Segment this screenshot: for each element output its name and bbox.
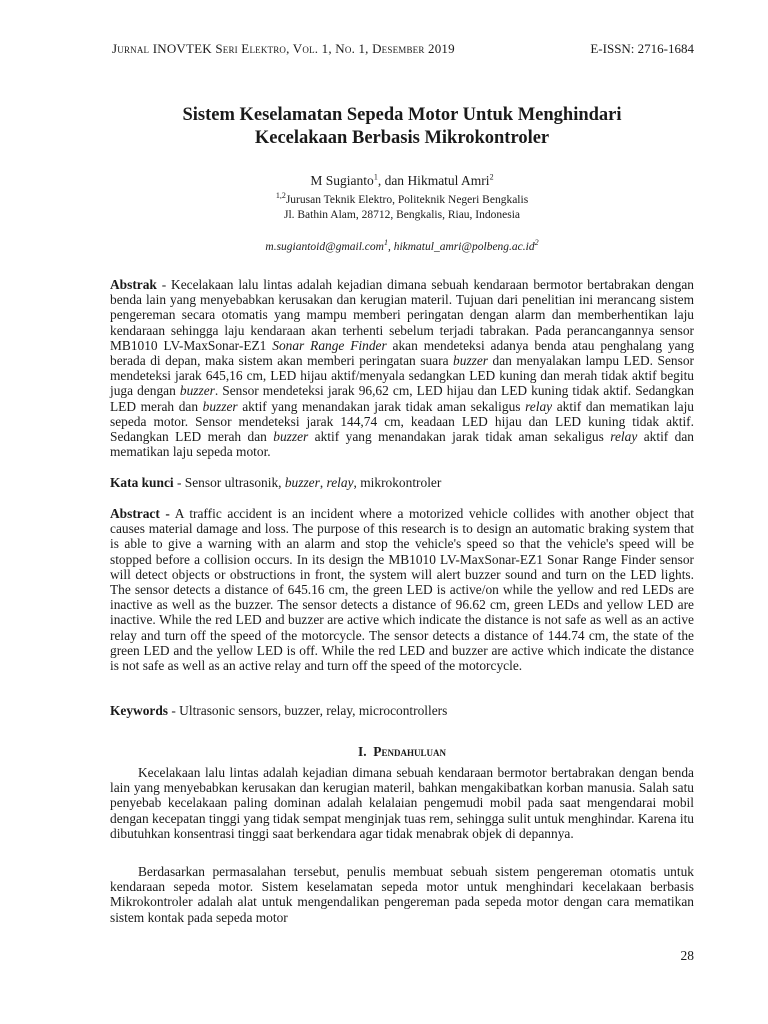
author-2: Hikmatul Amri: [407, 173, 490, 188]
kata-kunci-text-3: , mikrokontroler: [353, 475, 442, 490]
affiliation-line-1: Jurusan Teknik Elektro, Politeknik Negeri Bengkalis: [285, 194, 529, 206]
abstrak-italic-4: buzzer: [202, 398, 238, 414]
abstrak-text-5: aktif yang menandakan jarak tidak aman sekaligus: [237, 398, 526, 414]
body-paragraph-2: Berdasarkan permasalahan tersebut, penulis membuat sebuah sistem pengereman otomatis untuk kendaraan sepeda motor. Sistem keselamatan sepeda motor untuk menghindari kecelakaan berbasis Mikrokontroler adalah alat untuk mengendalikan pengereman pada sepeda motor dengan cara mematikan sistem kontak pada sepeda motor: [110, 864, 694, 925]
abstrak-text-8: aktif dan mematikan laju sepeda motor.: [110, 429, 695, 460]
email-1-sup: 1: [383, 238, 388, 248]
abstrak-italic-3: buzzer: [179, 383, 215, 399]
title-line-2: Kecelakaan Berbasis Mikrokontroler: [254, 128, 550, 148]
kata-kunci-text-1: - Sensor ultrasonik,: [173, 475, 285, 490]
keywords-label: Keywords: [110, 703, 169, 718]
abstrak-italic-2: buzzer: [453, 353, 489, 369]
abstrak-italic-1: Sonar Range Finder: [272, 337, 387, 353]
keywords-paragraph: [110, 703, 694, 718]
issn: E-ISSN: 2716-1684: [590, 41, 694, 56]
email-1[interactable]: m.sugiantoid@gmail.com: [265, 241, 384, 253]
kata-kunci-italic-2: relay: [326, 475, 354, 490]
email-separator: ,: [387, 241, 394, 253]
abstrak-text-7: aktif yang menandakan jarak tidak aman sekaligus: [308, 429, 611, 445]
abstrak-text-6: aktif dan mematikan laju sepeda motor. Sensor mendeteksi jarak 144,74 cm, keadaan LED hijau dan LED kuning tidak aktif. Sedangkan LED merah dan: [110, 398, 694, 445]
abstrak-text-3: dan menyalakan lampu LED. Sensor mendeteksi jarak 645,16 cm, LED hijau aktif/menyala sedangkan LED kuning dan merah tidak aktif begitu juga dengan: [110, 353, 694, 399]
body-paragraph-1: Kecelakaan lalu lintas adalah kejadian dimana sebuah kendaraan bermotor bertabrakan dengan benda lain yang menyebabkan kerusakan dan kerugian materil, bahkan mengakibatkan korban manusia. Salah satu penyebab kecelakaan paling dominan adalah kelalaian pengemudi mobil pada saat mengendarai mobil dengan kecepatan tinggi yang tidak sempat menginjak tuas rem, sehingga sulit untuk menghindar. Karena itu dibutuhkan konsentrasi tinggi saat berkendara agar tidak menabrak objek di depannya.: [110, 765, 694, 841]
abstrak-text-2: akan mendeteksi adanya benda atau penghalang yang berada di depan, maka sistem akan memberi peringatan suara: [110, 337, 695, 369]
abstrak-label: Abstrak: [110, 277, 157, 292]
email-2[interactable]: hikmatul_amri@polbeng.ac.id: [393, 241, 535, 253]
affiliation: [110, 193, 694, 223]
affiliation-line-2: Jl. Bathin Alam, 28712, Bengkalis, Riau, Indonesia: [283, 209, 521, 221]
kata-kunci-paragraph: [110, 475, 694, 490]
abstract-paragraph: [110, 506, 694, 673]
paper-title: [110, 104, 694, 150]
section-heading: [110, 744, 694, 760]
abstrak-italic-6: buzzer: [273, 429, 309, 445]
abstrak-text-4: . Sensor mendeteksi jarak 96,62 cm, LED hijau dan LED kuning tidak aktif. Sedangkan LED merah dan: [110, 383, 694, 414]
author-separator: , dan: [377, 173, 408, 188]
section-title: Pendahuluan: [373, 744, 446, 759]
email-2-sup: 2: [534, 238, 539, 248]
keywords-text: - Ultrasonic sensors, buzzer, relay, microcontrollers: [168, 703, 448, 718]
author-2-sup: 2: [489, 172, 494, 182]
abstrak-italic-7: relay: [610, 429, 638, 445]
author-1: M Sugianto: [310, 173, 374, 188]
abstrak-italic-5: relay: [525, 398, 553, 414]
abstrak-paragraph: [110, 277, 694, 459]
author-1-sup: 1: [373, 172, 378, 182]
authors: [110, 173, 694, 189]
affiliation-sup: 1,2: [275, 191, 286, 201]
page-number: 28: [680, 948, 694, 963]
section-number: I.: [358, 744, 367, 759]
kata-kunci-text-2: ,: [319, 475, 327, 490]
abstract-label: Abstract -: [110, 506, 170, 521]
abstrak-text-1: - Kecelakaan lalu lintas adalah kejadian dimana sebuah kendaraan bermotor bertabrakan dengan benda lain yang menyebabkan kerusakan dan kerugian materil. Tujuan dari penelitian ini merancang sistem pengereman secara otomatis yang mampu memberi peringatan dengan alarm dan memberhentikan laju kendaraan sehingga laju kendaraan akan terhenti sebelum terjadi tabrakan. Pada perancangannya sensor MB1010 LV-MaxSonar-EZ1: [110, 277, 694, 353]
journal-citation: Jurnal INOVTEK Seri Elektro, Vol. 1, No. 1, Desember 2019: [112, 41, 455, 56]
title-line-1: Sistem Keselamatan Sepeda Motor Untuk Menghindari: [182, 105, 622, 125]
kata-kunci-italic-1: buzzer: [284, 475, 320, 490]
emails: [110, 238, 694, 253]
kata-kunci-label: Kata kunci: [110, 475, 174, 490]
abstract-text: A traffic accident is an incident where a motorized vehicle collides with another object that causes material damage and loss. The purpose of this research is to design an automatic braking system that is able to give a warning with an alarm and stop the vehicle's speed so that the vehicle's speed will be stopped before a collision occurs. In its design the MB1010 LV-MaxSonar-EZ1 Sonar Range Finder sensor will detect objects or obstructions in front, the system will alert buzzer sound and turn on the LED lights. The sensor detects a distance of 645.16 cm, the green LED is active/on while the yellow and red LEDs are inactive as well as the buzzer. The sensor detects a distance of 96.62 cm, green LEDs and yellow LED are inactive. While the red LED and buzzer are active which indicate the distance is not safe as well as an active relay and turn off the speed of the motorcycle. The sensor detects a distance of 144.74 cm, the state of the green LED and the yellow LED is off. While the red LED and buzzer are active which indicate the distance is not safe as well as an active relay and turn off the speed of the motorcycle.: [110, 506, 694, 674]
